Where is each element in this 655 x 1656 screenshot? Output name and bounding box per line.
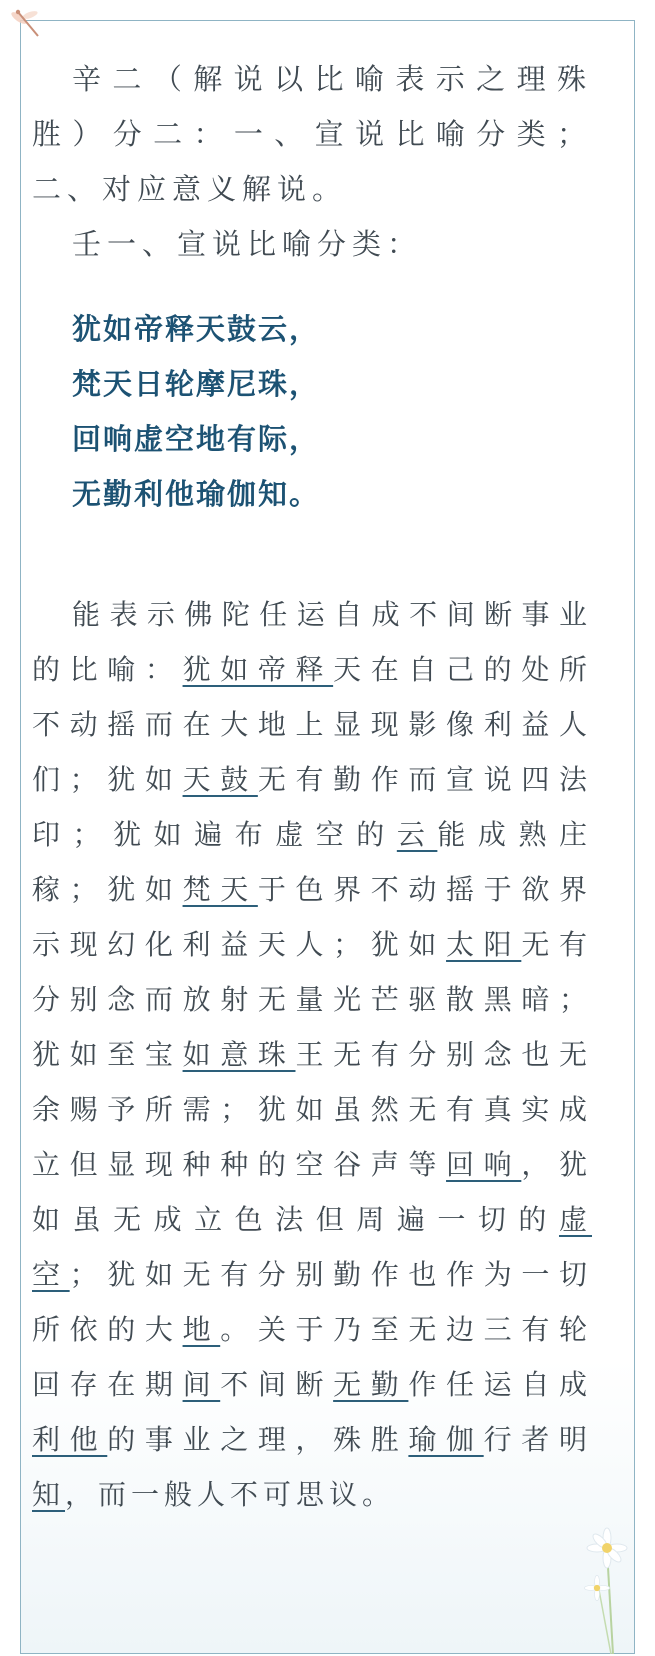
underlined-term: 空	[32, 1258, 70, 1291]
section-heading-line: 二、对应意义解说。	[32, 172, 348, 206]
commentary-line	[32, 1247, 592, 1302]
text-segment: 。关于乃至无边三有轮	[220, 1313, 592, 1346]
spacer	[32, 522, 592, 587]
text-segment: 分别念而放射无量光芒驱散黑暗；	[32, 983, 592, 1016]
text-segment: 天在自己的处所	[333, 653, 592, 686]
underlined-term: 虚	[558, 1203, 592, 1236]
text-segment: 回存在期	[32, 1368, 183, 1401]
text-segment: ；犹如无有分别勤作也作为一切	[69, 1258, 592, 1291]
text-segment: 印；犹如遍布虚空的	[32, 818, 397, 851]
commentary-line	[32, 807, 592, 862]
text-segment: 稼；犹如	[32, 873, 183, 906]
underlined-term: 云	[396, 818, 438, 851]
article-body	[32, 52, 592, 1522]
text-segment: 不间断	[220, 1368, 334, 1401]
underlined-term: 瑜伽	[408, 1423, 484, 1456]
commentary-line	[32, 1137, 592, 1192]
commentary-line	[32, 972, 592, 1027]
underlined-term: 天鼓	[182, 763, 258, 796]
commentary-line	[32, 587, 592, 642]
text-segment: 余赐予所需；犹如虽然无有真实成	[32, 1093, 592, 1126]
dragonfly-icon	[8, 6, 44, 42]
underlined-term: 梵天	[182, 873, 258, 906]
text-segment: ，犹	[521, 1148, 592, 1181]
text-segment: 的比喻：	[32, 653, 183, 686]
commentary-line	[32, 697, 592, 752]
text-segment: 示现幻化利益天人；犹如	[32, 928, 447, 961]
underlined-term: 如意珠	[182, 1038, 296, 1071]
text-segment: 于色界不动摇于欲界	[257, 873, 592, 906]
section-heading-line: 辛二（解说以比喻表示之理殊	[72, 62, 592, 96]
text-segment: 所依的大	[32, 1313, 183, 1346]
underlined-term: 间	[182, 1368, 221, 1401]
text-segment: 能成熟庄	[437, 818, 592, 851]
commentary-line	[32, 862, 592, 917]
commentary-line	[32, 1357, 592, 1412]
text-segment: 不动摇而在大地上显现影像利益人	[32, 708, 592, 741]
underlined-term: 回响	[446, 1148, 522, 1181]
underlined-term: 无勤	[333, 1368, 409, 1401]
text-segment: 如虽无成立色法但周遍一切的	[32, 1203, 559, 1236]
text-segment: 无有	[521, 928, 592, 961]
underlined-term: 犹如帝释	[182, 653, 334, 686]
underlined-term: 太阳	[446, 928, 522, 961]
commentary-line	[32, 1412, 592, 1467]
underlined-term: 利他	[32, 1423, 108, 1456]
commentary-line	[32, 752, 592, 807]
commentary-line	[32, 1082, 592, 1137]
text-segment: 的事业之理，殊胜	[107, 1423, 409, 1456]
text-segment: 们；犹如	[32, 763, 183, 796]
text-segment: 立但显现种种的空谷声等	[32, 1148, 447, 1181]
commentary-line	[32, 917, 592, 972]
section-heading-line: 胜）分二：一、宣说比喻分类；	[32, 117, 592, 151]
spacer	[32, 272, 592, 302]
commentary-line	[32, 1302, 592, 1357]
verse-line: 梵天日轮摩尼珠，	[72, 367, 321, 401]
commentary-line	[32, 1192, 592, 1247]
text-segment: ，而一般人不可思议。	[65, 1478, 396, 1511]
commentary-line	[32, 642, 592, 697]
underlined-term: 知	[32, 1478, 66, 1511]
text-segment: 无有勤作而宣说四法	[257, 763, 592, 796]
commentary-line	[32, 1027, 592, 1082]
underlined-term: 地	[182, 1313, 221, 1346]
commentary-paragraph	[32, 587, 592, 1522]
text-segment: 犹如至宝	[32, 1038, 183, 1071]
commentary-line	[32, 1467, 592, 1522]
verse-line: 回响虚空地有际，	[72, 422, 321, 456]
text-segment: 作任运自成	[408, 1368, 592, 1401]
verse-line: 无勤利他瑜伽知。	[72, 477, 321, 511]
text-segment: 行者明	[483, 1423, 592, 1456]
subheading: 壬一、宣说比喻分类：	[72, 227, 423, 261]
verse-line: 犹如帝释天鼓云，	[72, 312, 321, 346]
daisy-flower-icon	[577, 1520, 641, 1654]
text-segment: 王无有分别念也无	[295, 1038, 592, 1071]
text-segment: 能表示佛陀任运自成不间断事业	[72, 598, 592, 631]
